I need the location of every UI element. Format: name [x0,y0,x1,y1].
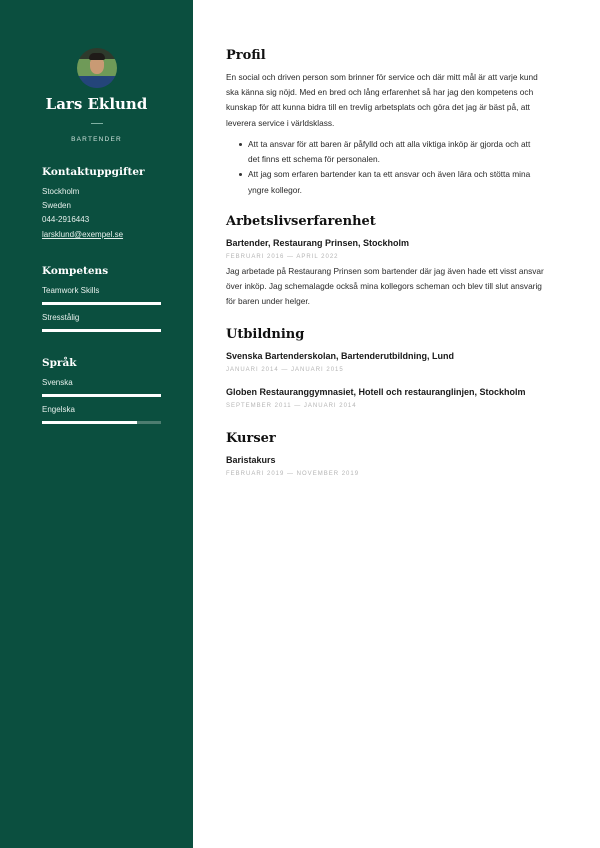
language-bar [42,421,161,424]
profile-line: leverera service i världsklass. [226,117,335,128]
experience-line: Jag arbetade på Restaurang Prinsen som bartender där jag även hade ett visst ansvar [226,266,544,276]
experience-dates: FEBRUARI 2016 — APRIL 2022 [226,254,339,260]
experience-heading: Arbetslivserfarenhet [226,214,376,229]
bullet-line: yngre kollegor. [248,184,302,195]
education-dates: JANUARI 2014 — JANUARI 2015 [226,367,344,373]
education-heading: Utbildning [226,327,305,342]
skill-label: Stresstålig [42,313,80,322]
skill-bar-fill [42,302,161,305]
profile-heading: Profil [226,48,266,63]
bullet-item [236,167,556,197]
course-dates: FEBRUARI 2019 — NOVEMBER 2019 [226,471,360,477]
skill-bar-fill [42,329,161,332]
languages-heading: Språk [42,357,77,369]
contact-phone: 044-2916443 [42,215,90,224]
experience-description [226,264,566,310]
profile-line: ska känna sig nöjd. Med en bred och lång erfarenhet så har jag den kompetens och [226,87,534,98]
bullet-line: Att jag som erfaren bartender kan ta ett ansvar och även lära och stötta mina [248,169,531,180]
profile-bullets [236,137,556,198]
avatar-shirt [81,76,113,88]
language-label: Svenska [42,378,73,387]
course-title: Baristakurs [226,455,276,465]
courses-heading: Kurser [226,431,276,446]
job-title: BARTENDER [71,136,122,143]
contact-heading: Kontaktuppgifter [42,166,145,178]
skill-bar [42,329,161,332]
bullet-item [236,137,556,167]
name-divider [91,123,103,124]
education-title: Globen Restauranggymnasiet, Hotell och restauranglinjen, Stockholm [226,387,526,397]
language-bar [42,394,161,397]
language-bar-fill [42,421,137,424]
sidebar [0,0,193,848]
candidate-name: Lars Eklund [45,95,148,113]
contact-city: Stockholm [42,187,80,196]
experience-title: Bartender, Restaurang Prinsen, Stockholm [226,238,410,248]
profile-line: kunskap för att kunna bidra till en trevlig arbetsplats och göra det jag är bäst på, att [226,102,530,113]
contact-email-link[interactable]: larsklund@exempel.se [42,230,124,239]
skill-bar [42,302,161,305]
profile-summary [226,70,566,131]
avatar-hair [89,53,105,60]
education-title: Svenska Bartenderskolan, Bartenderutbildning, Lund [226,351,455,361]
avatar [77,48,117,88]
profile-line: En social och driven person som brinner för service och där mitt mål är att varje kund [226,72,538,82]
education-dates: SEPTEMBER 2011 — JANUARI 2014 [226,403,357,409]
skills-heading: Kompetens [42,265,109,277]
bullet-line: det finns ett schema för personalen. [248,154,380,165]
contact-country: Sweden [42,201,71,210]
experience-line: över inköp. Jag schemalagde också mina kollegors scheman och blev till slut ansvarig [226,281,542,292]
bullet-line: Att ta ansvar för att baren är påfylld och att alla viktiga inköp är gjorda och att [248,139,531,149]
experience-line: för baren under helger. [226,296,310,307]
language-label: Engelska [42,405,75,414]
language-bar-fill [42,394,161,397]
skill-label: Teamwork Skills [42,286,100,295]
